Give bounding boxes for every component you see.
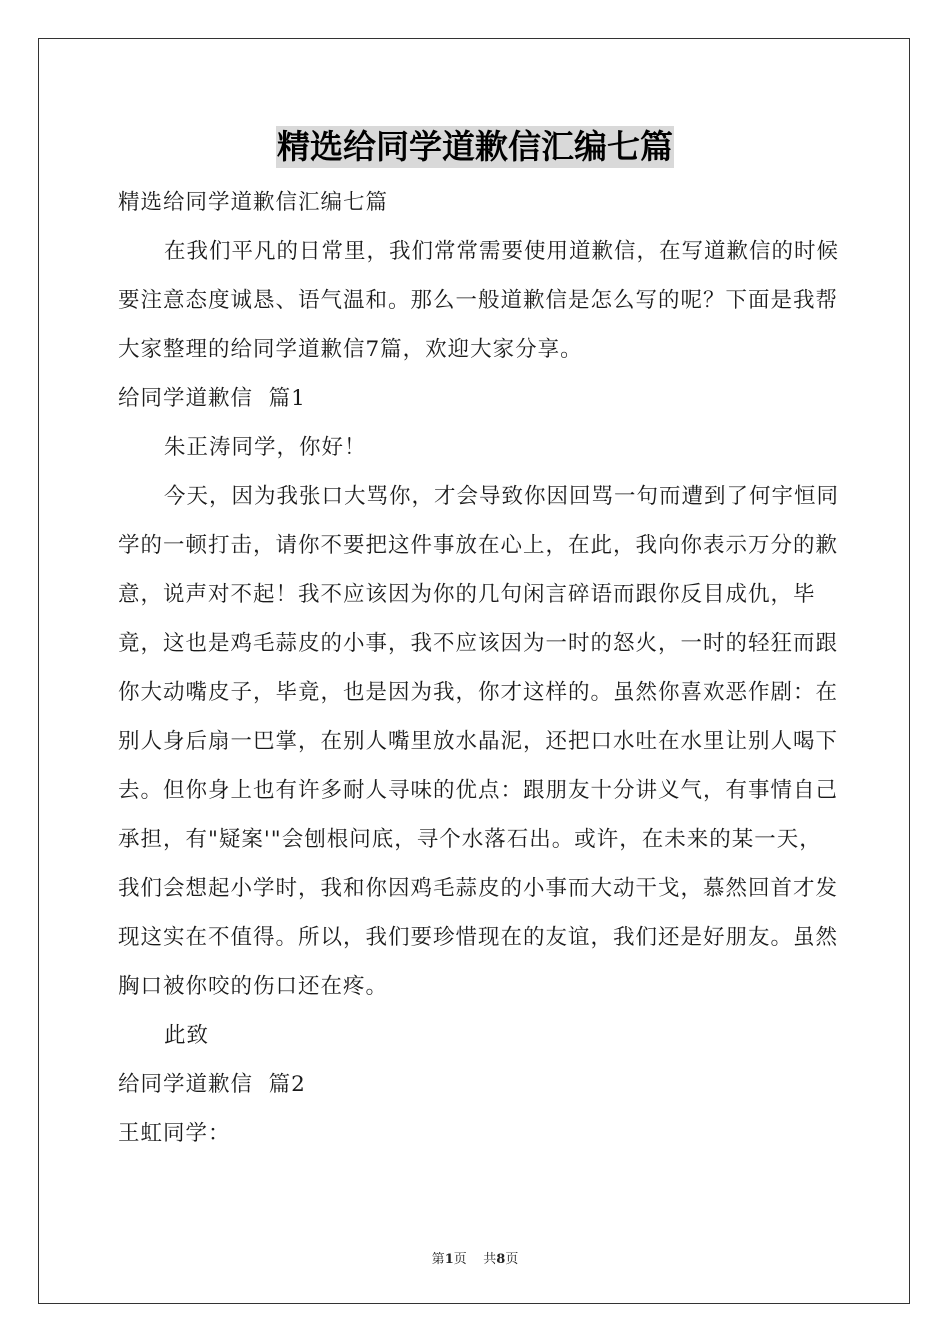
- document-title: 精选给同学道歉信汇编七篇: [277, 127, 673, 166]
- intro-paragraph: 在我们平凡的日常里，我们常常需要使用道歉信，在写道歉信的时候要注意态度诚恳、语气温和。那么一般道歉信是怎么写的呢？下面是我帮大家整理的给同学道歉信7篇，欢迎大家分享。: [118, 239, 840, 362]
- document-subtitle: 精选给同学道歉信汇编七篇: [118, 190, 389, 215]
- page-footer: [0, 1248, 950, 1267]
- section-heading-1: 给同学道歉信 篇1: [118, 386, 306, 411]
- page-prefix: 第: [431, 1252, 445, 1267]
- page-suffix: 页: [505, 1252, 519, 1267]
- title-container: [0, 126, 950, 168]
- letter-greeting-2: 王虹同学：: [118, 1121, 231, 1146]
- current-page-number: 1: [444, 1252, 454, 1267]
- document-body: [118, 178, 842, 1158]
- letter-greeting-1: 朱正涛同学，你好！: [164, 435, 367, 460]
- total-page-number: 8: [496, 1252, 506, 1267]
- page-mid-text: 页 共: [453, 1252, 497, 1267]
- letter-body-1: 今天，因为我张口大骂你，才会导致你因回骂一句而遭到了何宇恒同学的一顿打击，请你不要把这件事放在心上，在此，我向你表示万分的歉意，说声对不起！我不应该因为你的几句闲言碎语而跟你反目成仇，毕竟，这也是鸡毛蒜皮的小事，我不应该因为一时的怒火，一时的轻狂而跟你大动嘴皮子，毕竟，也是因为我，你才这样的。虽然你喜欢恶作剧：在别人身后扇一巴掌，在别人嘴里放水晶泥，还把口水吐在水里让别人喝下去。但你身上也有许多耐人寻味的优点：跟朋友十分讲义气，有事情自己承担，有"疑案'"会刨根问底，寻个水落石出。或许，在未来的某一天，我们会想起小学时，我和你因鸡毛蒜皮的小事而大动干戈，慕然回首才发现这实在不值得。所以，我们要珍惜现在的友谊，我们还是好朋友。虽然胸口被你咬的伤口还在疼。: [118, 484, 840, 999]
- letter-closing-1: 此致: [164, 1023, 210, 1048]
- section-heading-2: 给同学道歉信 篇2: [118, 1072, 306, 1097]
